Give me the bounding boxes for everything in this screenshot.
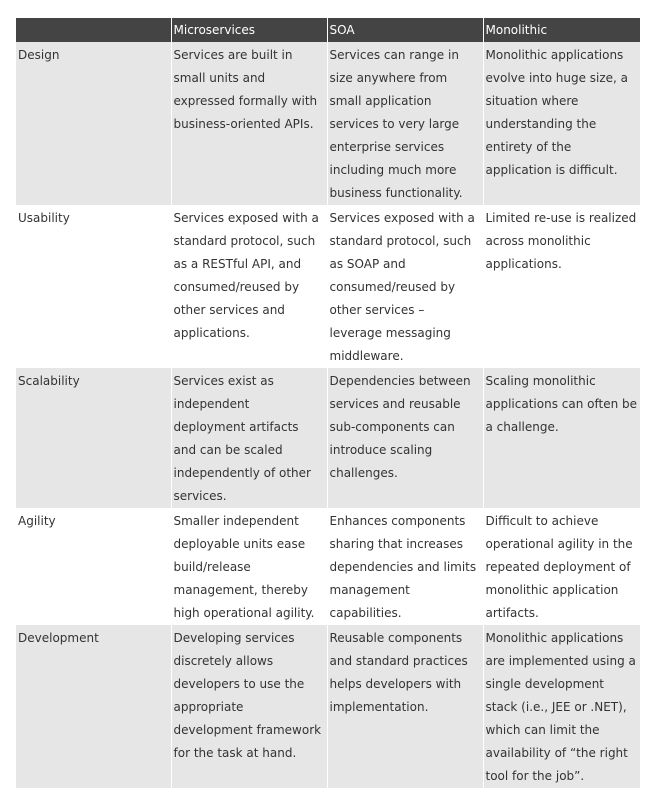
table-row (16, 625, 640, 788)
cell-soa: Reusable components and standard practices helps developers with implementation. (327, 625, 483, 788)
cell-microservices: Services exist as independent deployment artifacts and can be scaled independently of other services. (171, 368, 327, 508)
header-microservices: Microservices (171, 18, 327, 42)
row-label: Development (16, 625, 171, 788)
cell-soa: Enhances components sharing that increases dependencies and limits management capabilities. (327, 508, 483, 625)
table-row (16, 508, 640, 625)
cell-microservices: Developing services discretely allows developers to use the appropriate development framework for the task at hand. (171, 625, 327, 788)
row-label: Scalability (16, 368, 171, 508)
row-label: Design (16, 42, 171, 205)
cell-monolithic: Scaling monolithic applications can often be a challenge. (483, 368, 640, 508)
cell-monolithic: Monolithic applications evolve into huge size, a situation where understanding the entirety of the application is difficult. (483, 42, 640, 205)
row-label: Usability (16, 205, 171, 368)
cell-soa: Services can range in size anywhere from small application services to very large enterprise services including much more business functionality. (327, 42, 483, 205)
comparison-table (16, 18, 640, 788)
row-label: Agility (16, 508, 171, 625)
cell-soa: Dependencies between services and reusable sub-components can introduce scaling challenges. (327, 368, 483, 508)
header-monolithic: Monolithic (483, 18, 640, 42)
cell-microservices: Services are built in small units and expressed formally with business-oriented APIs. (171, 42, 327, 205)
header-row (16, 18, 640, 42)
header-empty (16, 18, 171, 42)
header-soa: SOA (327, 18, 483, 42)
cell-soa: Services exposed with a standard protocol, such as SOAP and consumed/reused by other services – leverage messaging middleware. (327, 205, 483, 368)
cell-monolithic: Difficult to achieve operational agility in the repeated deployment of monolithic application artifacts. (483, 508, 640, 625)
table-row (16, 205, 640, 368)
table-row (16, 42, 640, 205)
cell-monolithic: Monolithic applications are implemented using a single development stack (i.e., JEE or .NET), which can limit the availability of “the right tool for the job”. (483, 625, 640, 788)
cell-microservices: Smaller independent deployable units ease build/release management, thereby high operational agility. (171, 508, 327, 625)
cell-microservices: Services exposed with a standard protocol, such as a RESTful API, and consumed/reused by other services and applications. (171, 205, 327, 368)
cell-monolithic: Limited re-use is realized across monolithic applications. (483, 205, 640, 368)
table-row (16, 368, 640, 508)
